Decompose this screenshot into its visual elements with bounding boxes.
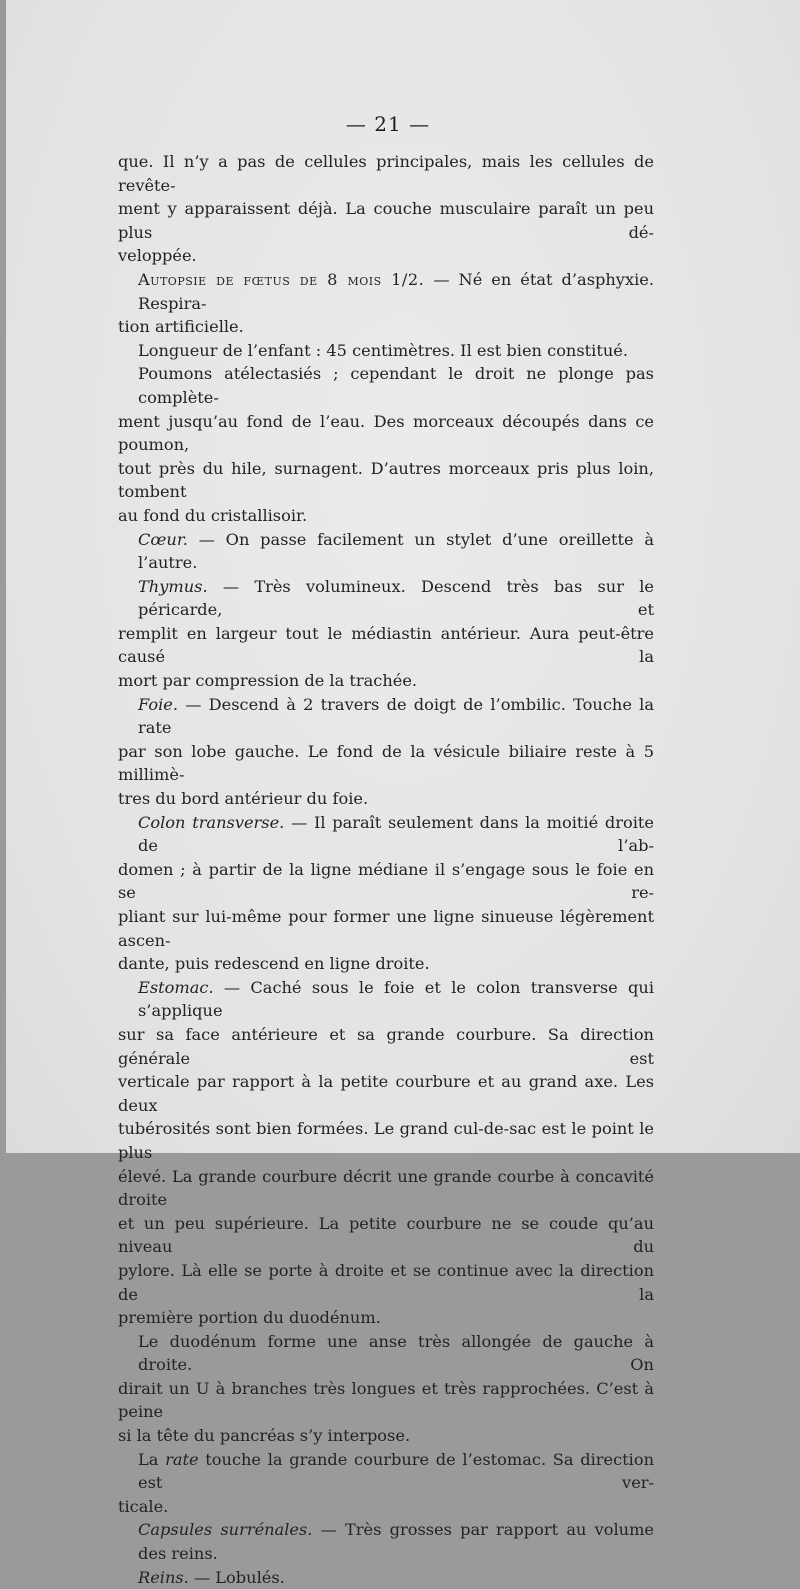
text-line: Longueur de l’enfant : 45 centimètres. Il est bien constitué.: [138, 340, 629, 360]
text-line: par son lobe gauche. Le fond de la vésicule biliaire reste à 5 millimè-: [118, 741, 654, 785]
text-line: veloppée.: [118, 246, 197, 266]
text-line: [118, 575, 654, 622]
paragraph-colon: [118, 811, 654, 976]
text-line: [118, 811, 654, 858]
text-line: que. Il n’y a pas de cellules principales, mais les cellules de revête-: [118, 152, 654, 195]
text-line: si la tête du pancréas s’y interpose.: [118, 1426, 411, 1446]
section-title: Capsules surrénales.: [138, 1520, 313, 1540]
paragraph-coeur: [118, 528, 654, 575]
paragraph-longueur: [118, 339, 654, 363]
text-span: — Lobulés.: [188, 1567, 285, 1587]
text-line: et un peu supérieure. La petite courbure ne se coude qu’au niveau du: [118, 1213, 654, 1257]
text-span: — Descend à 2 travers de doigt de l’ombilic. Touche la rate: [138, 694, 654, 738]
text-line: tout près du hile, surnagent. D’autres morceaux pris plus loin, tombent: [118, 458, 654, 502]
autopsy-heading: Autopsie de fœtus de 8 mois 1/2.: [138, 269, 425, 289]
text-line: sur sa face antérieure et sa grande courbure. Sa direction générale est: [118, 1024, 654, 1068]
paragraph-poumons: [118, 362, 654, 527]
paragraph-reins: [118, 1566, 654, 1589]
text-line: ticale.: [118, 1496, 169, 1516]
text-line: ment y apparaissent déjà. La couche musculaire paraît un peu plus dé-: [118, 199, 654, 242]
section-title: Estomac.: [138, 977, 214, 997]
section-title: Cœur.: [138, 529, 188, 549]
page-number: — 21 —: [345, 112, 431, 136]
text-span: touche la grande courbure de l’estomac. Sa direction est ver-: [138, 1449, 654, 1493]
paragraph-autopsy-heading: [118, 268, 654, 339]
text-line: domen ; à partir de la ligne médiane il s’engage sous le foie en se re-: [118, 859, 654, 903]
text-span: — Il paraît seulement dans la moitié droite de l’ab-: [138, 812, 655, 856]
text-line: Le duodénum forme une anse très allongée de gauche à droite. On: [138, 1331, 654, 1375]
paragraph-duodenum: [118, 1330, 654, 1448]
text-line: pliant sur lui-même pour former une ligne sinueuse légèrement ascen-: [118, 907, 654, 950]
text-line: pylore. Là elle se porte à droite et se continue avec la direction de la: [118, 1260, 654, 1304]
text-line: ment jusqu’au fond de l’eau. Des morceaux découpés dans ce poumon,: [118, 411, 654, 455]
section-title: Colon transverse.: [138, 812, 285, 832]
text-line: Poumons atélectasiés ; cependant le droit ne plonge pas complète-: [138, 364, 654, 407]
section-title: Reins.: [138, 1567, 189, 1587]
text-line: au fond du cristallisoir.: [118, 505, 308, 525]
paragraph-thymus: [118, 575, 654, 693]
book-page: [6, 0, 800, 1587]
paragraph-rate: [118, 1448, 654, 1519]
text-line: dirait un U à branches très longues et très rapprochées. C’est à peine: [118, 1378, 654, 1422]
paragraph-estomac: [118, 976, 654, 1330]
text-span: — On passe facilement un stylet d’une oreillette à l’autre.: [138, 529, 654, 573]
text-line: [118, 976, 654, 1023]
paragraph-1: [118, 150, 654, 268]
text-line: [118, 693, 654, 740]
text-line: élevé. La grande courbure décrit une grande courbe à concavité droite: [118, 1166, 654, 1210]
paragraph-capsules: [118, 1518, 654, 1565]
text-line: tres du bord antérieur du foie.: [118, 789, 369, 809]
text-line: [118, 528, 654, 575]
text-line: mort par compression de la trachée.: [118, 671, 418, 691]
text-line: [118, 1566, 654, 1589]
section-title: Thymus.: [138, 576, 208, 596]
text-line: [118, 1518, 654, 1565]
text-line: tion artificielle.: [118, 317, 244, 337]
section-title: rate: [165, 1449, 199, 1469]
text-span: — Né en état d’asphyxie. Respira-: [138, 269, 654, 313]
text-line: dante, puis redescend en ligne droite.: [118, 954, 430, 974]
text-line: tubérosités sont bien formées. Le grand cul-de-sac est le point le plus: [118, 1119, 654, 1162]
text-line: première portion du duodénum.: [118, 1308, 381, 1328]
section-title: Foie.: [138, 694, 178, 714]
text-line: [118, 268, 654, 315]
text-line: remplit en largeur tout le médiastin antérieur. Aura peut-être causé la: [118, 623, 654, 667]
page-body: [118, 150, 654, 1589]
text-span: — Très grosses par rapport au volume des reins.: [138, 1520, 654, 1564]
text-span: La: [138, 1449, 166, 1469]
paragraph-foie: [118, 693, 654, 811]
text-line: verticale par rapport à la petite courbure et au grand axe. Les deux: [118, 1072, 654, 1115]
text-span: — Caché sous le foie et le colon transverse qui s’applique: [138, 977, 654, 1021]
text-span: — Très volumineux. Descend très bas sur le péricarde, et: [138, 576, 654, 620]
text-line: [118, 1448, 654, 1495]
